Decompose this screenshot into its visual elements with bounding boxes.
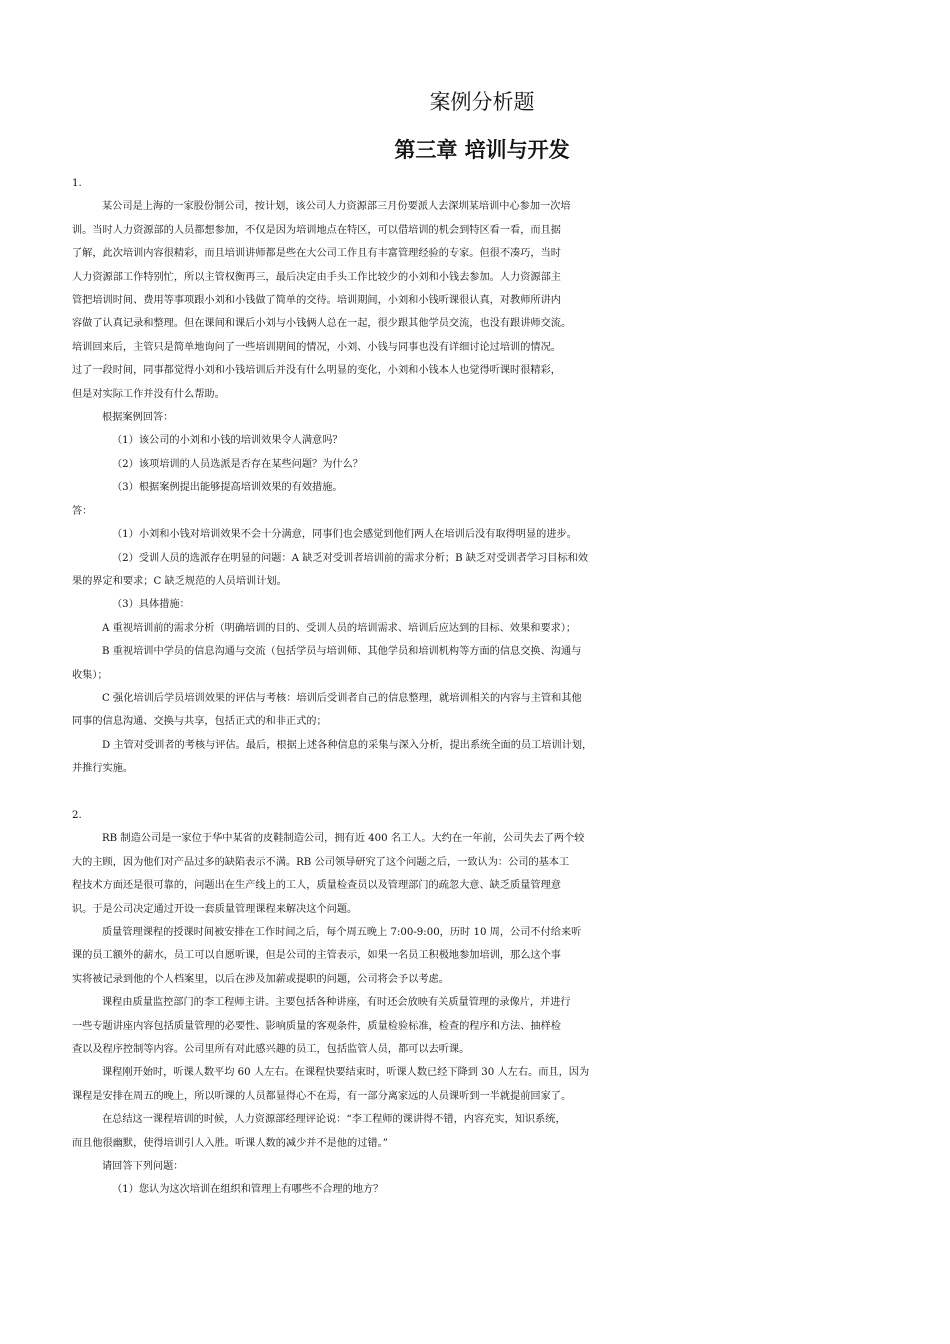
case-text-line: 了解，此次培训内容很精彩，而且培训讲师都是些在大公司工作且有丰富管理经验的专家。但很不凑巧，当时 <box>72 248 561 260</box>
case-text-line: 课程是安排在周五的晚上，所以听课的人员都显得心不在焉，有一部分离家远的人员课听到一半就提前回家了。 <box>72 1090 572 1102</box>
answer-line: B 重视培训中学员的信息沟通与交流（包括学员与培训师、其他学员和培训机构等方面的信息交换、沟通与 <box>102 646 582 658</box>
case-text-line: 质量管理课程的授课时间被安排在工作时间之后，每个周五晚上 7:00-9:00，历时 10 周，公司不付给来听 <box>102 926 582 938</box>
answer-line: C 强化培训后学员培训效果的评估与考核：培训后受训者自己的信息整理，就培训相关的内容与主管和其他 <box>102 692 582 704</box>
case-text-line: 在总结这一课程培训的时候，人力资源部经理评论说：“李工程师的课讲得不错，内容充实，知识系统， <box>102 1114 566 1126</box>
answer-label: 答： <box>72 505 93 517</box>
case-text-line: 容做了认真记录和整理。但在课间和课后小刘与小钱俩人总在一起，很少跟其他学员交流，也没有跟讲师交流。 <box>72 318 572 330</box>
question-prompt: 根据案例回答： <box>102 412 174 424</box>
question-item: （2）该项培训的人员选派是否存在某些问题？为什么？ <box>112 458 363 470</box>
case-text-line: 查以及程序控制等内容。公司里所有对此感兴趣的员工，包括监管人员，都可以去听课。 <box>72 1044 470 1056</box>
case-text-line: 识。于是公司决定通过开设一套质量管理课程来解决这个问题。 <box>72 903 358 915</box>
case-text-line: 课的员工额外的薪水，员工可以自愿听课，但是公司的主管表示，如果一名员工积极地参加培训，那么这个事 <box>72 950 561 962</box>
answer-line: （1）小刘和小钱对培训效果不会十分满意，同事们也会感觉到他们两人在培训后没有取得明显的进步。 <box>112 529 577 541</box>
question-prompt: 请回答下列问题： <box>102 1161 184 1173</box>
case-number: 1. <box>72 178 82 189</box>
question-item: （3）根据案例提出能够提高培训效果的有效措施。 <box>112 482 343 494</box>
answer-line: A 重视培训前的需求分析（明确培训的目的、受训人员的培训需求、培训后应达到的目标、效果和要求）； <box>102 622 577 634</box>
case-text-line: 课程刚开始时，听课人数平均 60 人左右。在课程快要结束时，听课人数已经下降到 30 人左右。而且，因为 <box>102 1067 590 1079</box>
question-item: （1）您认为这次培训在组织和管理上有哪些不合理的地方？ <box>112 1184 384 1196</box>
section-spacer <box>72 781 892 804</box>
case-text-line: 一些专题讲座内容包括质量管理的必要性、影响质量的客观条件，质量检验标准，检查的程序和方法、抽样检 <box>72 1020 561 1032</box>
case-text-line: 过了一段时间，同事都觉得小刘和小钱培训后并没有什么明显的变化，小刘和小钱本人也觉得听课时很精彩， <box>72 365 561 377</box>
answer-line: 收集）； <box>72 669 108 681</box>
answer-line: （3）具体措施： <box>112 599 190 611</box>
answer-line: 并推行实施。 <box>72 763 134 775</box>
case-text-line: 管把培训时间、费用等事项跟小刘和小钱做了简单的交待。培训期间，小刘和小钱听课很认真，对教师所讲内 <box>72 295 561 307</box>
document-page <box>72 88 892 1202</box>
case-text-line: 课程由质量监控部门的李工程师主讲。主要包括各种讲座，有时还会放映有关质量管理的录像片，并进行 <box>102 997 571 1009</box>
case-text-line: 培训回来后，主管只是简单地询问了一些培训期间的情况，小刘、小钱与同事也没有详细讨论过培训的情况。 <box>72 341 561 353</box>
case-text-line: 实将被记录到他的个人档案里，以后在涉及加薪或提职的问题，公司将会予以考虑。 <box>72 973 449 985</box>
answer-line: D 主管对受训者的考核与评估。最后，根据上述各种信息的采集与深入分析，提出系统全面的员工培训计划， <box>102 739 593 751</box>
case-text-line: 而且他很幽默，使得培训引人入胜。听课人数的减少并不是他的过错。” <box>72 1137 388 1149</box>
case-number: 2. <box>72 809 82 821</box>
case-text-line: 程技术方面还是很可靠的，问题出在生产线上的工人，质量检查员以及管理部门的疏忽大意、缺乏质量管理意 <box>72 880 561 892</box>
case-text-line: 人力资源部工作特别忙，所以主管权衡再三，最后决定由手头工作比较少的小刘和小钱去参加。人力资源部主 <box>72 271 561 283</box>
case-text-line: 大的主顾，因为他们对产品过多的缺陷表示不满。RB 公司领导研究了这个问题之后，一致认为：公司的基本工 <box>72 856 570 868</box>
answer-line: 同事的信息沟通、交换与共享，包括正式的和非正式的； <box>72 716 327 728</box>
case-text-line: RB 制造公司是一家位于华中某省的皮鞋制造公司，拥有近 400 名工人。大约在一年前，公司失去了两个较 <box>102 833 585 845</box>
answer-line: 果的界定和要求；C 缺乏规范的人员培训计划。 <box>72 575 287 587</box>
question-item: （1）该公司的小刘和小钱的培训效果令人满意吗？ <box>112 435 343 447</box>
case-text-line: 训。当时人力资源部的人员都想参加，不仅是因为培训地点在特区，可以借培训的机会到特区看一看，而且据 <box>72 224 561 236</box>
chapter-heading: 第三章 培训与开发 <box>394 137 570 162</box>
document-title: 案例分析题 <box>429 90 535 114</box>
answer-line: （2）受训人员的选派存在明显的问题：A 缺乏对受训者培训前的需求分析；B 缺乏对受训者学习目标和效 <box>112 552 589 564</box>
case-text-line: 某公司是上海的一家股份制公司，按计划，该公司人力资源部三月份要派人去深圳某培训中心参加一次培 <box>102 201 571 213</box>
case-text-line: 但是对实际工作并没有什么帮助。 <box>72 388 225 400</box>
